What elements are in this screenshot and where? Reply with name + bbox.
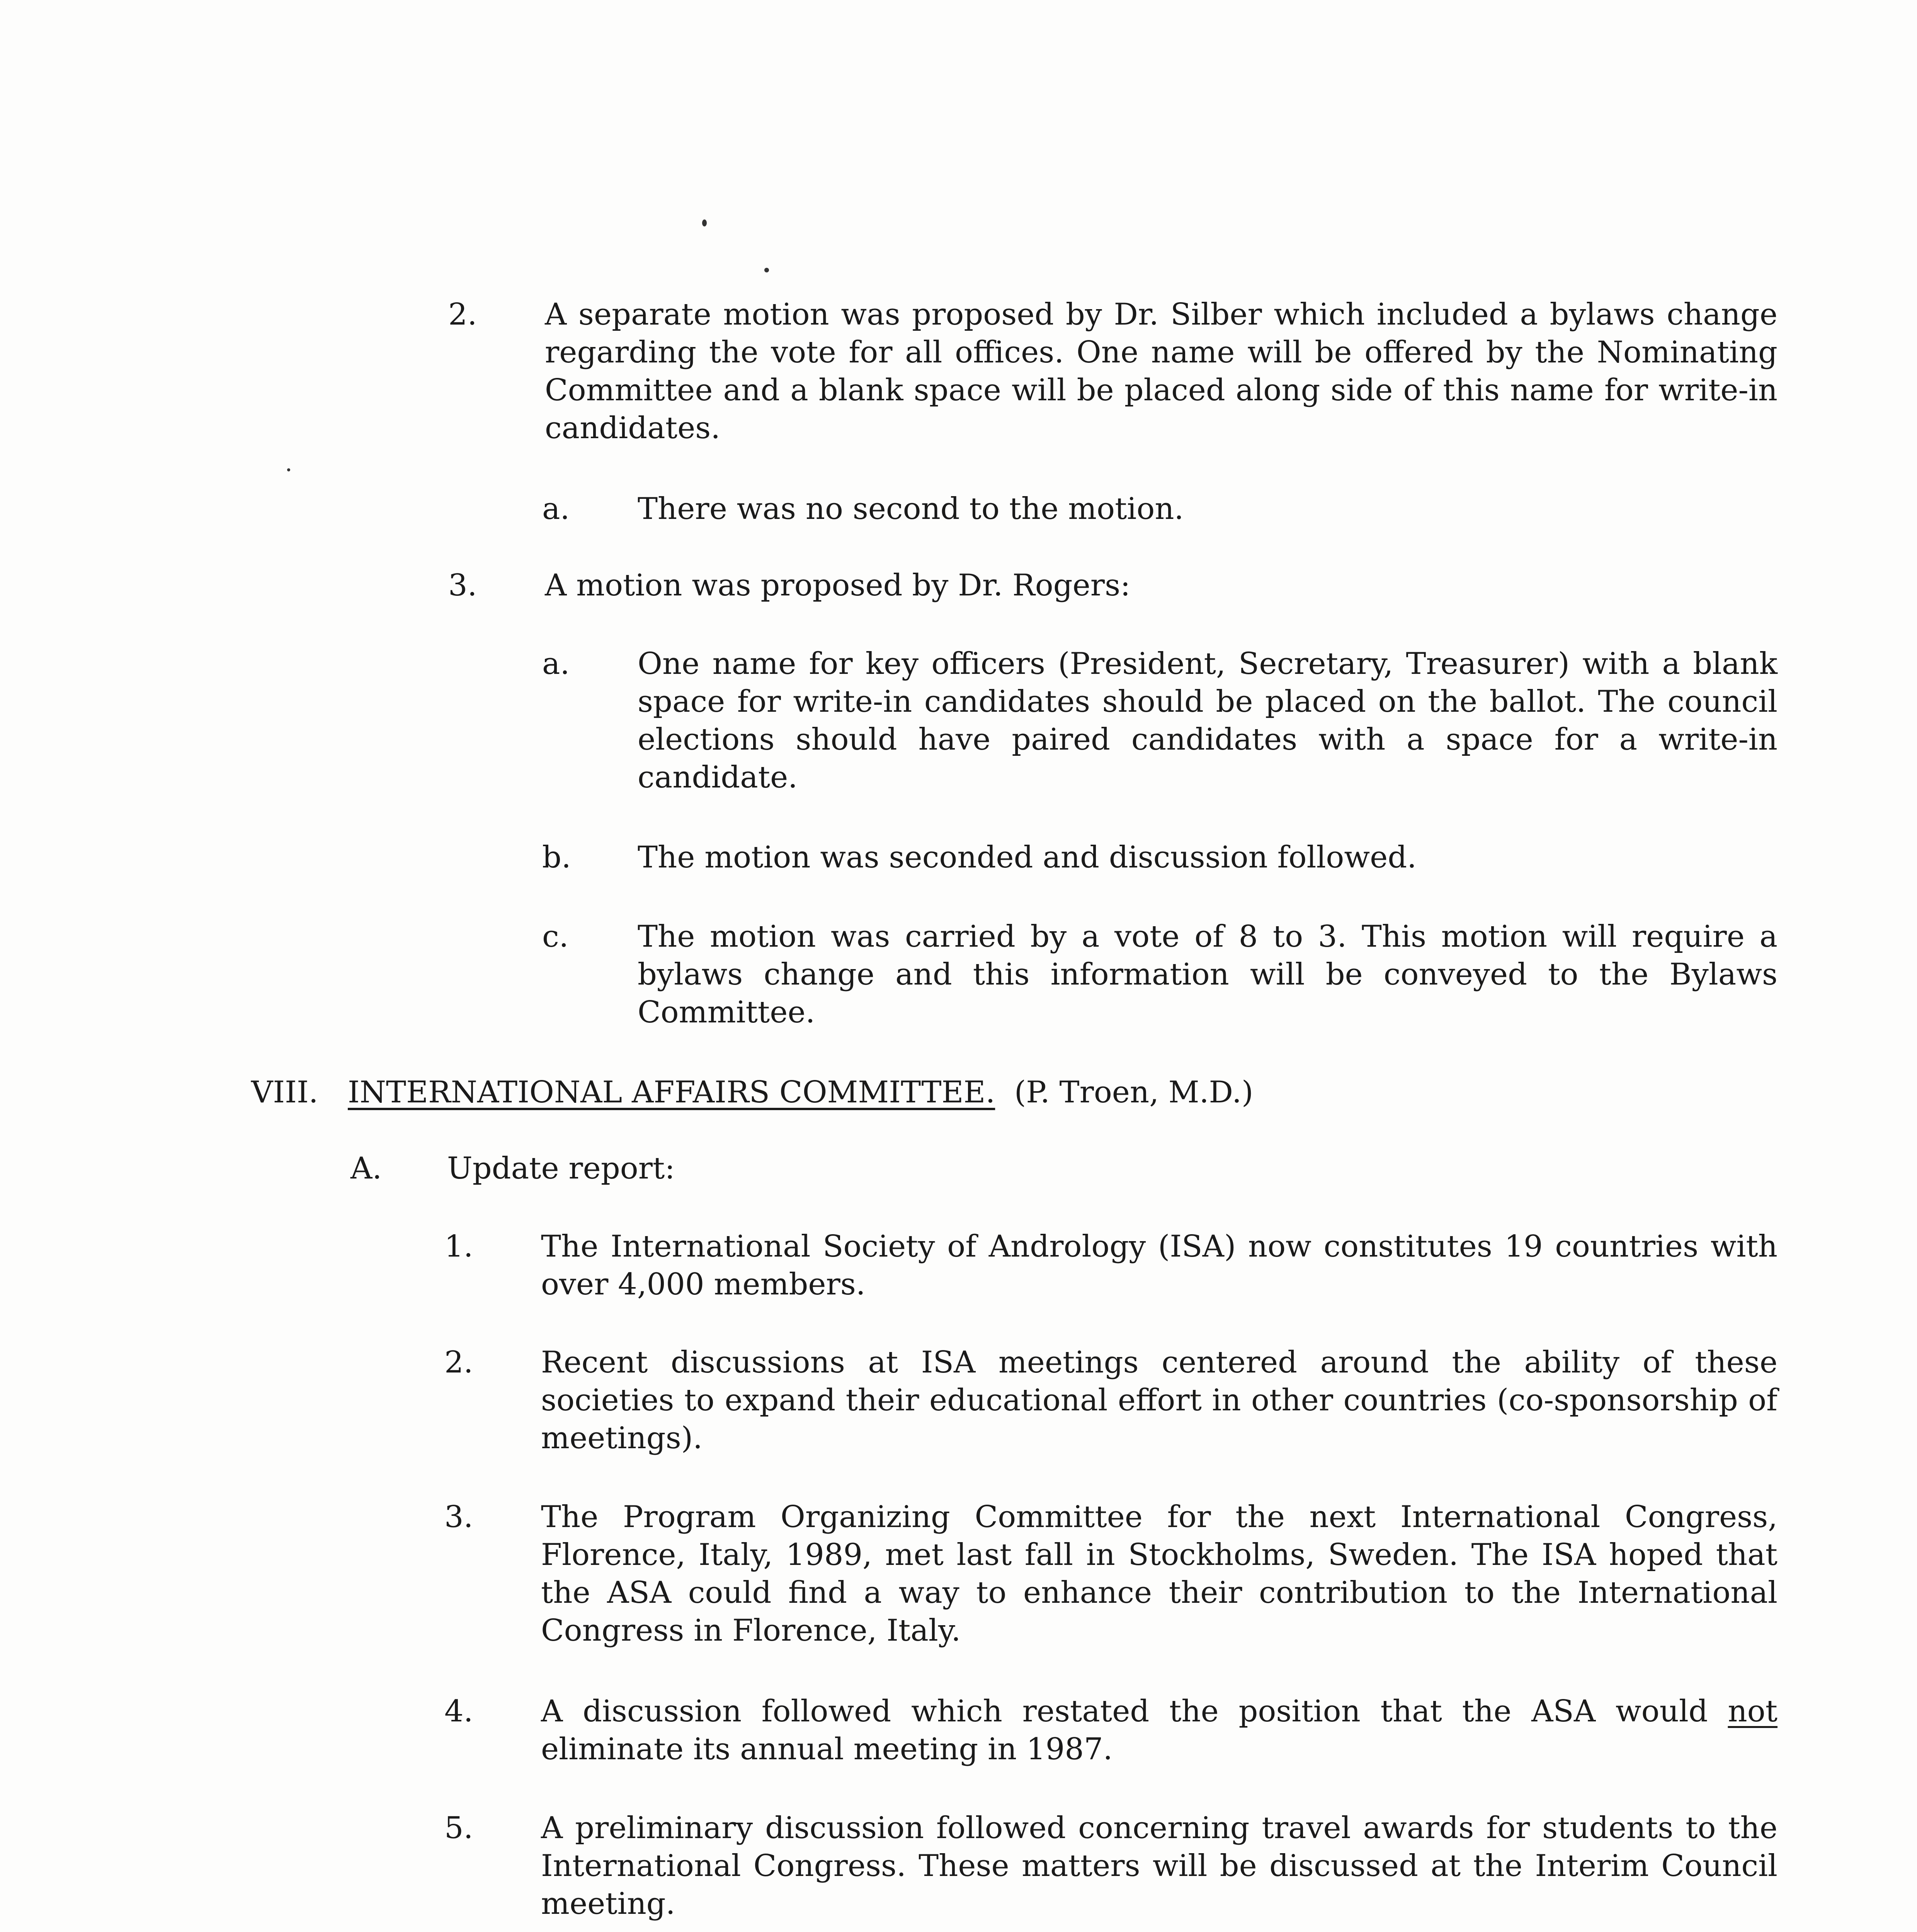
list-text: A motion was proposed by Dr. Rogers: bbox=[545, 568, 1131, 603]
list-item-2 bbox=[448, 296, 1778, 447]
list-item-3a bbox=[542, 645, 1778, 796]
list-number: 2. bbox=[444, 1345, 473, 1380]
list-number: 5. bbox=[444, 1811, 473, 1845]
list-item-viii-1 bbox=[444, 1228, 1778, 1303]
section-number: VIII. bbox=[251, 1075, 318, 1110]
list-text: A preliminary discussion followed concerning travel awards for students to the International Congress. These matters will be discussed at the Interim Council meeting. bbox=[541, 1811, 1778, 1921]
underlined-word: not bbox=[1728, 1694, 1778, 1729]
list-number: 1. bbox=[444, 1229, 473, 1264]
list-item-3b bbox=[542, 838, 1778, 876]
list-text: The International Society of Andrology (ISA) now constitutes 19 countries with over 4,000 members. bbox=[541, 1229, 1778, 1302]
list-text: The Program Organizing Committee for the next International Congress, Florence, Italy, 1989, met last fall in Stockholms, Sweden. The ISA hoped that the ASA could find a way to enhance their contribution to the International Congress in Florence, Italy. bbox=[541, 1500, 1778, 1648]
list-number: 2. bbox=[448, 297, 477, 332]
subsection-a bbox=[350, 1150, 1778, 1187]
subsection-text: Update report: bbox=[447, 1151, 675, 1186]
section-chair: (P. Troen, M.D.) bbox=[1014, 1075, 1254, 1110]
list-item-viii-5 bbox=[444, 1809, 1778, 1923]
list-item-viii-2 bbox=[444, 1344, 1778, 1457]
subsection-letter: A. bbox=[350, 1151, 382, 1186]
list-letter: b. bbox=[542, 840, 571, 875]
section-title: INTERNATIONAL AFFAIRS COMMITTEE. bbox=[348, 1075, 995, 1110]
scan-speck bbox=[702, 219, 707, 226]
list-letter: c. bbox=[542, 919, 569, 954]
list-text-before: A discussion followed which restated the position that the ASA would bbox=[541, 1694, 1708, 1729]
scan-speck bbox=[764, 268, 769, 272]
list-letter: a. bbox=[542, 646, 570, 681]
list-letter: a. bbox=[542, 492, 570, 526]
list-item-2a bbox=[542, 490, 1778, 528]
list-item-viii-4 bbox=[444, 1692, 1778, 1768]
list-text: The motion was seconded and discussion followed. bbox=[638, 840, 1417, 875]
section-heading-viii bbox=[251, 1073, 1778, 1111]
list-text-after: eliminate its annual meeting in 1987. bbox=[541, 1732, 1113, 1767]
list-text: The motion was carried by a vote of 8 to 3. This motion will require a bylaws change and this information will be conveyed to the Bylaws Committee. bbox=[638, 919, 1778, 1030]
list-text bbox=[541, 1692, 1778, 1768]
list-text: A separate motion was proposed by Dr. Silber which included a bylaws change regarding the vote for all offices. One name will be offered by the Nominating Committee and a blank space will be placed along side of this name for write-in candidates. bbox=[545, 297, 1778, 446]
section-title-line bbox=[348, 1073, 1253, 1111]
list-number: 4. bbox=[444, 1694, 473, 1729]
list-number: 3. bbox=[448, 568, 477, 603]
list-item-3 bbox=[448, 566, 1778, 604]
list-item-3c bbox=[542, 918, 1778, 1031]
list-text: One name for key officers (President, Secretary, Treasurer) with a blank space for write-in candidates should be placed on the ballot. The council elections should have paired candidates with a space for a write-in candidate. bbox=[638, 646, 1778, 795]
list-item-viii-3 bbox=[444, 1498, 1778, 1650]
list-text: There was no second to the motion. bbox=[638, 492, 1184, 526]
scan-speck bbox=[287, 468, 290, 471]
list-number: 3. bbox=[444, 1500, 473, 1534]
list-text: Recent discussions at ISA meetings centered around the ability of these societies to expand their educational effort in other countries (co-sponsorship of meetings). bbox=[541, 1345, 1778, 1456]
